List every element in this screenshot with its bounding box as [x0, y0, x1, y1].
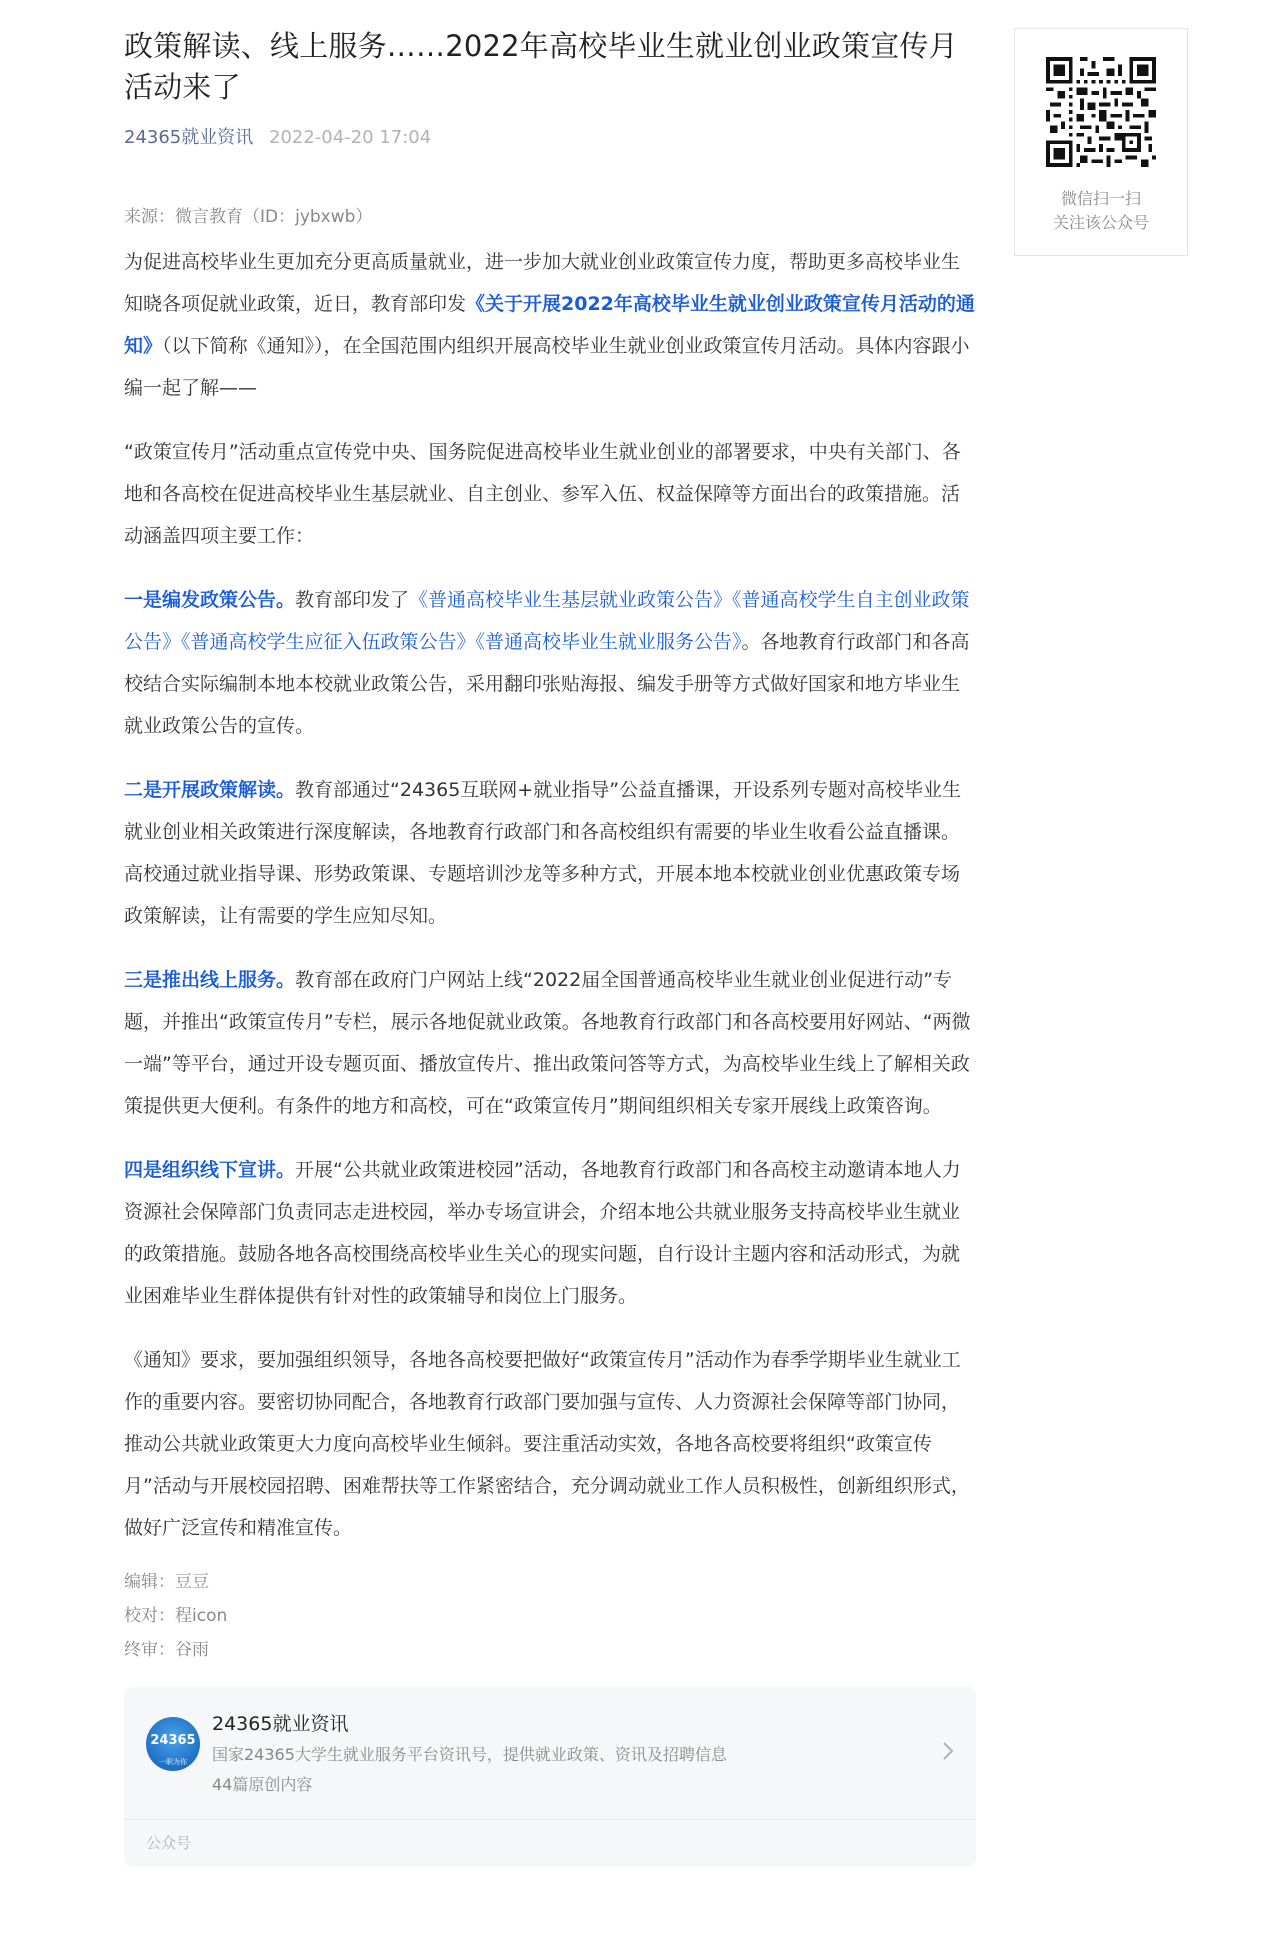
qr-caption-line-2: 关注该公众号 — [1052, 213, 1149, 232]
item-3-text: 教育部在政府门户网站上线“2022届全国普通高校毕业生就业创业促进行动”专题，并推出“政策宣传月”专栏，展示各地促就业政策。各地教育行政部门和各高校要用好网站、“两微一端”等平台，通过开设专题页面、播放宣传片、推出政策问答等方式，为高校毕业生线上了解相关政策提供更大便利。有条件的地方和高校，可在“政策宣传月”期间组织相关专家开展线上政策咨询。 — [124, 969, 971, 1117]
policy-announcement-titles: 《普通高校毕业生基层就业政策公告》《普通高校学生自主创业政策公告》《普通高校学生应征入伍政策公告》《普通高校毕业生就业服务公告》 — [124, 589, 970, 653]
item-4-paragraph — [124, 1149, 976, 1317]
item-3-lead: 三是推出线上服务。 — [124, 969, 296, 991]
account-name-link[interactable]: 24365就业资讯 — [124, 127, 254, 148]
item-2-text: 教育部通过“24365互联网+就业指导”公益直播课，开设系列专题对高校毕业生就业创业相关政策进行深度解读，各地教育行政部门和各高校组织有需要的毕业生收看公益直播课。高校通过就业指导课、形势政策课、专题培训沙龙等多种方式，开展本地本校就业创业优惠政策专场政策解读，让有需要的学生应知尽知。 — [124, 779, 962, 927]
profile-account-name: 24365就业资讯 — [212, 1713, 349, 1735]
article-meta — [124, 126, 976, 150]
profile-footer-label: 公众号 — [146, 1834, 192, 1852]
account-logo-subtext: 一职为你 — [159, 1758, 187, 1766]
profile-divider — [124, 1819, 976, 1820]
intro-paragraph — [124, 241, 976, 409]
chevron-right-icon[interactable] — [942, 1741, 954, 1767]
item-1-text-a: 教育部印发了 — [295, 589, 410, 611]
publish-time: 2022-04-20 17:04 — [269, 127, 432, 148]
source-line: 来源：微言教育（ID：jybxwb） — [124, 207, 373, 227]
article — [124, 26, 976, 1867]
overview-paragraph: “政策宣传月”活动重点宣传党中央、国务院促进高校毕业生就业创业的部署要求，中央有关部门、各地和各高校在促进高校毕业生基层就业、自主创业、参军入伍、权益保障等方面出台的政策措施。活动涵盖四项主要工作： — [124, 441, 961, 547]
original-content-count: 44篇原创内容 — [212, 1775, 313, 1794]
item-4-text: 开展“公共就业政策进校园”活动，各地教育行政部门和各高校主动邀请本地人力资源社会保障部门负责同志走进校园，举办专场宣讲会，介绍本地公共就业服务支持高校毕业生就业的政策措施。鼓励各地各高校围绕高校毕业生关心的现实问题，自行设计主题内容和活动形式，为就业困难毕业生群体提供有针对性的政策辅导和岗位上门服务。 — [124, 1159, 961, 1307]
item-4-lead: 四是组织线下宣讲。 — [124, 1159, 296, 1181]
intro-text-after: （以下简称《通知》），在全国范围内组织开展高校毕业生就业创业政策宣传月活动。具体内容跟小编一起了解—— — [124, 335, 970, 399]
proofreader-credit: 校对：程icon — [124, 1606, 228, 1626]
final-review-credit: 终审：谷雨 — [124, 1640, 209, 1660]
qr-code-card — [1014, 28, 1188, 256]
profile-description: 国家24365大学生就业服务平台资讯号，提供就业政策、资讯及招聘信息 — [212, 1745, 727, 1764]
intro-text-before: 为促进高校毕业生更加充分更高质量就业，进一步加大就业创业政策宣传力度，帮助更多高校毕业生知晓各项促就业政策，近日，教育部印发 — [124, 251, 961, 315]
closing-paragraph: 《通知》要求，要加强组织领导，各地各高校要把做好“政策宣传月”活动作为春季学期毕业生就业工作的重要内容。要密切协同配合，各地教育行政部门要加强与宣传、人力资源社会保障等部门协同，推动公共就业政策更大力度向高校毕业生倾斜。要注重活动实效，各地各高校要将组织“政策宣传月”活动与开展校园招聘、困难帮扶等工作紧密结合，充分调动就业工作人员积极性，创新组织形式，做好广泛宣传和精准宣传。 — [124, 1349, 970, 1539]
qr-caption — [1015, 187, 1187, 235]
item-2-lead: 二是开展政策解读。 — [124, 779, 296, 801]
item-1-text-b: 。各地教育行政部门和各高校结合实际编制本地本校就业政策公告，采用翻印张贴海报、编发手册等方式做好国家和地方毕业生就业政策公告的宣传。 — [124, 631, 970, 737]
credits — [124, 1565, 976, 1667]
qr-code-icon — [1046, 57, 1156, 167]
account-logo — [146, 1717, 200, 1771]
item-2-paragraph — [124, 769, 976, 937]
item-1-lead: 一是编发政策公告。 — [124, 589, 296, 611]
account-logo-text: 24365 — [150, 1733, 196, 1748]
notice-link[interactable]: 《关于开展2022年高校毕业生就业创业政策宣传月活动的通知》 — [124, 293, 975, 357]
item-3-paragraph — [124, 959, 976, 1127]
item-1-paragraph — [124, 579, 976, 747]
qr-caption-line-1: 微信扫一扫 — [1060, 189, 1141, 208]
account-profile-card[interactable] — [124, 1687, 976, 1867]
article-title: 政策解读、线上服务……2022年高校毕业生就业创业政策宣传月活动来了 — [124, 29, 958, 104]
editor-credit: 编辑：豆豆 — [124, 1572, 209, 1592]
